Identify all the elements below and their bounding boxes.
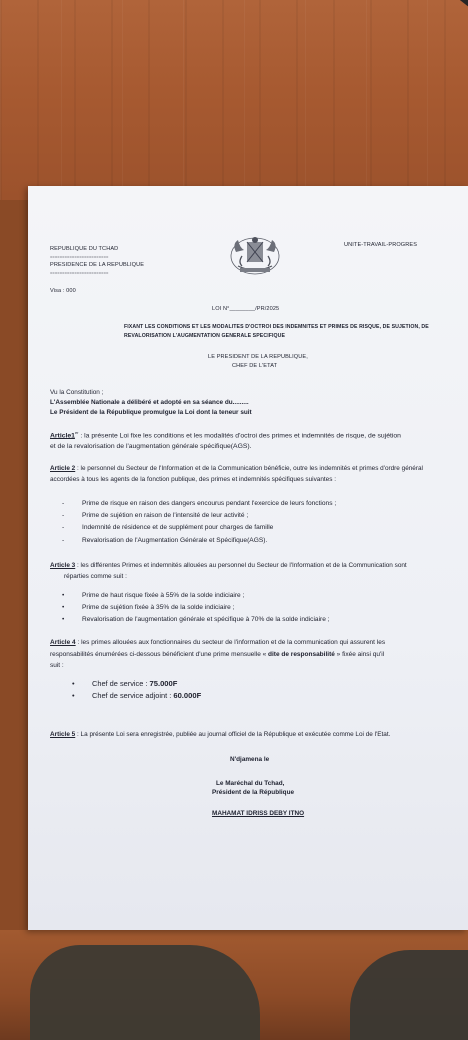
role-amount: 75.000F <box>149 679 178 688</box>
article-3-text-2: réparties comme suit : <box>64 573 127 580</box>
law-title-line-1: FIXANT LES CONDITIONS ET LES MODALITES D'OCTROI DES INDEMNITES ET PRIMES DE RISQUE, DE SUJETION, DE <box>124 324 429 330</box>
article-1: Article1er : la présente Loi fixe les conditions et les modalités d'octroi des primes et indemnités de risque, de sujétion et de la revalorisation de l'augmentation générale spécifique(AGS). <box>50 427 460 452</box>
list-item: • Revalorisation de l'augmentation générale et spécifique à 70% de la solde indiciaire ; <box>58 616 330 628</box>
list-item: • Prime de haut risque fixée à 55% de la solde indiciaire ; <box>58 592 330 604</box>
list-item <box>68 691 201 703</box>
assembly-adoption: L'Assemblée Nationale a délibéré et adopté en sa séance du......... <box>50 399 249 406</box>
article-4-text-2b: » fixée ainsi qu'il <box>334 650 385 658</box>
list-item: • Prime de sujétion fixée à 35% de la solde indiciaire ; <box>58 604 330 616</box>
article-4-text-2a: responsabilités énumérées ci-dessous bénéficient d'une prime mensuelle « <box>50 650 269 658</box>
list-item: - Prime de sujétion en raison de l'intensité de leur activité ; <box>58 512 336 524</box>
wooden-table-top <box>0 0 468 200</box>
article-1-label: Article1 <box>50 432 75 440</box>
authority-line-2: CHEF DE L'ETAT <box>232 363 278 369</box>
signing-place: N'djamena le <box>230 756 270 763</box>
list-item <box>68 679 201 691</box>
article-2-label: Article 2 <box>50 465 76 472</box>
signer-name: MAHAMAT IDRISS DEBY ITNO <box>212 810 305 817</box>
article-1-text: : la présente Loi fixe les conditions et les modalités d'octroi des primes et indemnités de risque, de sujétion <box>78 432 401 440</box>
article-4-text-3: suit : <box>50 662 64 669</box>
article-3-label: Article 3 <box>50 562 76 569</box>
authority-line-1: LE PRESIDENT DE LA REPUBLIQUE, <box>208 354 308 360</box>
dark-object-shadow <box>30 945 260 1040</box>
article-1-text-2: et de la revalorisation de l'augmentation générale spécifique(AGS). <box>50 443 252 451</box>
role-amount: 60.000F <box>173 691 202 701</box>
role-label: Chef de service : <box>92 679 150 688</box>
list-item: - Revalorisation de l'Augmentation Générale et Spécifique(AGS). <box>58 537 336 549</box>
country-name: REPUBLIQUE DU TCHAD <box>50 246 119 252</box>
article-3-text: : les différentes Primes et indemnités allouées au personnel du Secteur de l'Information et de la Communication sont <box>75 562 407 569</box>
institution-name: PRESIDENCE DE LA REPUBLIQUE <box>50 262 145 268</box>
role-label: Chef de service adjoint : <box>92 691 174 701</box>
article-3-list <box>58 592 330 629</box>
signer-title-1: Le Maréchal du Tchad, <box>216 780 285 787</box>
law-number: LOI N°________/PR/2025 <box>212 306 280 312</box>
header-separator-2: ======================== <box>50 270 109 275</box>
law-document-page <box>28 186 468 930</box>
signer-title-2: Président de la République <box>212 789 295 796</box>
vu-constitution: Vu la Constitution ; <box>50 389 104 396</box>
article-5-text: : La présente Loi sera enregistrée, publiée au journal officiel de la République et exécutée comme Loi de l'Etat. <box>75 731 391 738</box>
law-title-line-2: REVALORISATION L'AUGMENTATION GENERALE SPECIFIQUE <box>124 333 286 339</box>
article-5-label: Article 5 <box>50 731 76 738</box>
article-4-text: : les primes allouées aux fonctionnaires du secteur de l'information et de la communication qui assurent les <box>75 639 386 646</box>
visa-line: Visa : 000 <box>50 288 76 294</box>
header-separator: ======================== <box>50 254 109 259</box>
article-4-label: Article 4 <box>50 639 76 646</box>
article-4 <box>50 637 460 672</box>
article-3 <box>50 560 460 582</box>
promulgation-line: Le Président de la République promulgue la Loi dont la teneur suit <box>50 409 252 416</box>
article-2-text: : le personnel du Secteur de l'Information et de la Communication bénéficie, outre les indemnités et primes d'ordre général <box>75 465 423 472</box>
national-motto: UNITE-TRAVAIL-PROGRES <box>344 242 418 248</box>
list-item: - Prime de risque en raison des dangers encourus pendant l'exercice de leurs fonctions ; <box>58 500 336 512</box>
article-2-text-2: accordées à tous les agents de la fonction publique, des primes et indemnités spécifiques suivantes : <box>50 476 336 483</box>
article-2-list <box>58 500 336 549</box>
article-5 <box>50 729 460 740</box>
coat-of-arms-icon <box>228 234 282 278</box>
article-4-bold: dite de responsabilité <box>268 650 335 658</box>
article-2 <box>50 463 460 485</box>
article-4-list <box>68 679 201 703</box>
list-item: - Indemnité de résidence et de supplément pour charges de famille <box>58 524 336 536</box>
